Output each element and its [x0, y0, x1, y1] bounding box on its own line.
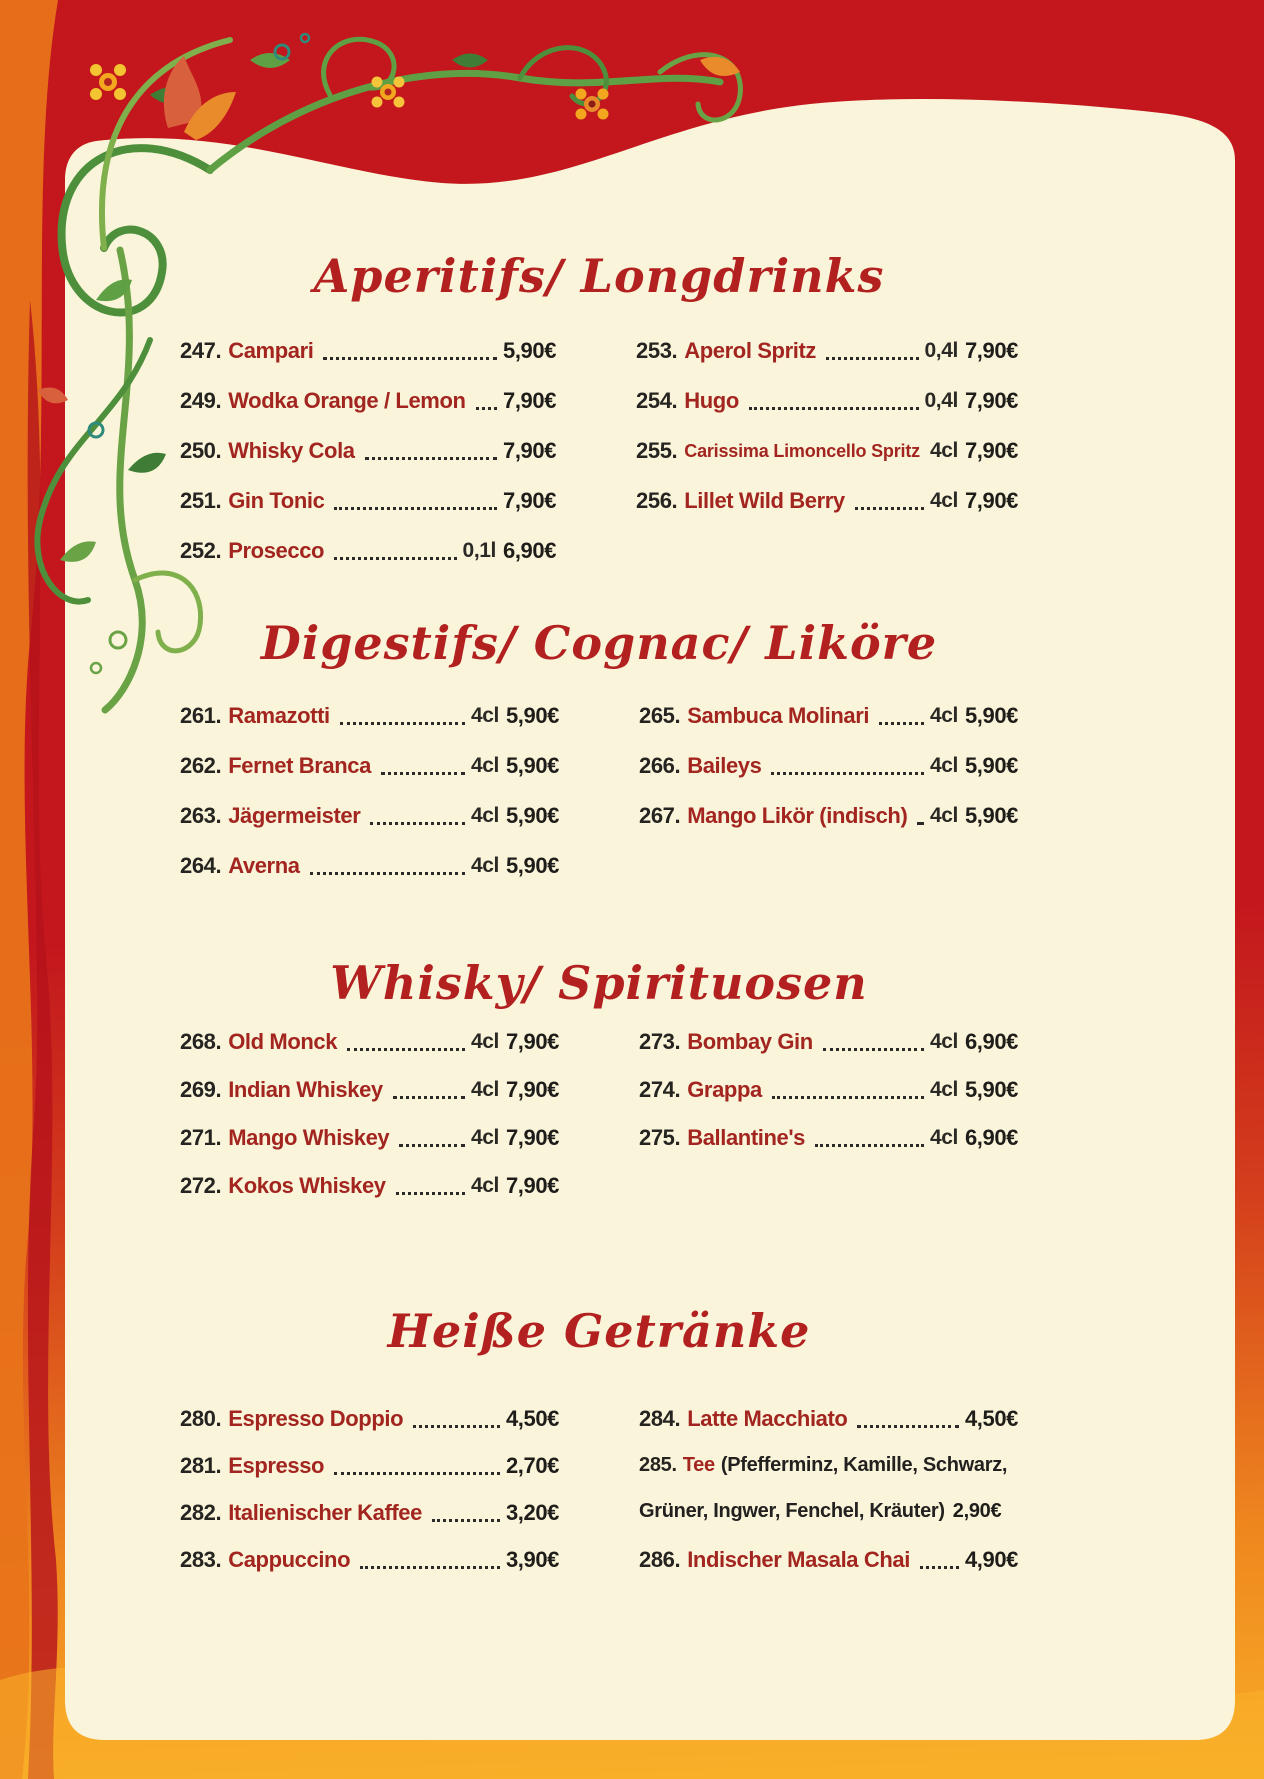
- item-unit: 4cl: [470, 854, 499, 877]
- item-number: 285.: [639, 1454, 677, 1476]
- item-unit: 4cl: [929, 804, 958, 827]
- menu-column: [639, 1395, 1018, 1583]
- menu-item: [639, 1395, 1018, 1442]
- item-price: 5,90€: [505, 703, 559, 728]
- item-number: 252.: [180, 538, 222, 563]
- item-name: Sambuca Molinari: [687, 703, 870, 728]
- item-number: 271.: [180, 1125, 222, 1150]
- item-number: 281.: [180, 1452, 222, 1478]
- item-name: Old Monck: [228, 1029, 338, 1054]
- dotted-leader: [815, 1144, 924, 1147]
- item-number: 273.: [639, 1029, 681, 1054]
- item-name: Baileys: [687, 753, 762, 778]
- item-number: 268.: [180, 1029, 222, 1054]
- item-price: 7,90€: [964, 488, 1018, 513]
- item-price: 7,90€: [502, 438, 557, 463]
- item-name: Mango Whiskey: [228, 1125, 390, 1150]
- menu-item: [180, 426, 556, 476]
- section-columns: [180, 1018, 1018, 1210]
- dotted-leader: [772, 1096, 924, 1099]
- item-price: 7,90€: [505, 1029, 559, 1054]
- menu-item: [180, 1162, 559, 1210]
- flower-icon: [90, 64, 126, 100]
- menu-item: [180, 741, 559, 791]
- item-number: 253.: [636, 338, 678, 363]
- item-number: 264.: [180, 853, 222, 878]
- menu-item: [180, 1114, 559, 1162]
- item-number: 266.: [639, 753, 681, 778]
- item-price: 5,90€: [964, 803, 1018, 828]
- dotted-leader: [749, 407, 919, 410]
- dotted-leader: [857, 1425, 958, 1428]
- item-number: 250.: [180, 438, 222, 463]
- section-title: Whisky/ Spirituosen: [330, 956, 868, 1010]
- menu-item: [636, 426, 1018, 476]
- menu-item: [180, 691, 559, 741]
- menu-item: [639, 1442, 1018, 1536]
- menu-item: [180, 791, 559, 841]
- item-number: 255.: [636, 438, 678, 463]
- menu-item: [639, 1114, 1018, 1162]
- item-unit: 4cl: [929, 489, 958, 512]
- menu-item: [180, 1066, 559, 1114]
- dotted-leader: [334, 507, 497, 510]
- item-price: 7,90€: [505, 1125, 559, 1150]
- item-price: 5,90€: [502, 338, 557, 363]
- dotted-leader: [432, 1519, 500, 1522]
- item-name: Campari: [228, 338, 314, 363]
- item-price: 5,90€: [964, 753, 1018, 778]
- dotted-leader: [826, 357, 919, 360]
- menu-item: [636, 376, 1018, 426]
- item-number: 269.: [180, 1077, 222, 1102]
- menu-item: [180, 1018, 559, 1066]
- item-number: 265.: [639, 703, 681, 728]
- item-name: Espresso: [228, 1452, 325, 1478]
- dotted-leader: [334, 557, 456, 560]
- item-number: 263.: [180, 803, 222, 828]
- item-number: 286.: [639, 1546, 681, 1572]
- section-columns: [180, 326, 1018, 576]
- item-price: 6,90€: [964, 1029, 1018, 1054]
- menu-section: [180, 950, 1018, 1210]
- item-name: Prosecco: [228, 538, 325, 563]
- menu-column: [180, 691, 559, 891]
- item-name: Cappuccino: [228, 1546, 351, 1572]
- item-name: Lillet Wild Berry: [684, 488, 845, 513]
- item-name: Espresso Doppio: [228, 1405, 404, 1431]
- item-name: Averna: [228, 853, 300, 878]
- menu-item: [180, 476, 556, 526]
- section-title: Aperitifs/ Longdrinks: [313, 249, 885, 303]
- item-name: Carissima Limoncello Spritz: [684, 440, 920, 461]
- item-number: 267.: [639, 803, 681, 828]
- item-price: 4,50€: [964, 1405, 1018, 1431]
- item-number: 247.: [180, 338, 222, 363]
- item-unit: 4cl: [470, 704, 499, 727]
- menu-item: [639, 1018, 1018, 1066]
- dotted-leader: [399, 1144, 465, 1147]
- dotted-leader: [393, 1096, 465, 1099]
- section-title: Heiße Getränke: [387, 1304, 811, 1358]
- item-unit: 0,4l: [924, 389, 958, 412]
- item-unit: 0,4l: [924, 339, 958, 362]
- item-number: 274.: [639, 1077, 681, 1102]
- item-number: 275.: [639, 1125, 681, 1150]
- menu-item: [639, 791, 1018, 841]
- item-price: 7,90€: [505, 1173, 559, 1198]
- item-name: Mango Likör (indisch): [687, 803, 908, 828]
- item-price: 5,90€: [505, 753, 559, 778]
- item-number: 282.: [180, 1499, 222, 1525]
- menu-column: [639, 691, 1018, 891]
- item-price: 7,90€: [964, 388, 1018, 413]
- item-unit: 4cl: [470, 1078, 499, 1101]
- item-unit: 4cl: [470, 1126, 499, 1149]
- menu-section: [180, 1298, 1018, 1583]
- item-name: Latte Macchiato: [687, 1405, 848, 1431]
- item-number: 280.: [180, 1405, 222, 1431]
- item-unit: 4cl: [470, 754, 499, 777]
- dotted-leader: [365, 457, 497, 460]
- menu-column: [180, 1018, 559, 1210]
- item-unit: 0,1l: [462, 539, 496, 562]
- dotted-leader: [855, 507, 924, 510]
- menu-column: [180, 1395, 559, 1583]
- dotted-leader: [476, 407, 497, 410]
- menu-section: [180, 610, 1018, 891]
- menu-item: [180, 376, 556, 426]
- item-name: Wodka Orange / Lemon: [228, 388, 466, 413]
- menu-item: [636, 476, 1018, 526]
- dotted-leader: [920, 1566, 959, 1569]
- item-unit: 4cl: [929, 754, 958, 777]
- menu-item: [636, 326, 1018, 376]
- item-description: (Pfefferminz, Kamille, Schwarz, Grüner, Ingwer, Fenchel, Kräuter): [639, 1454, 1008, 1522]
- item-name: Indischer Masala Chai: [687, 1546, 910, 1572]
- item-number: 249.: [180, 388, 222, 413]
- menu-item: [180, 1489, 559, 1536]
- item-price: 7,90€: [502, 488, 557, 513]
- menu-section: [180, 243, 1018, 576]
- item-unit: 4cl: [470, 804, 499, 827]
- dotted-leader: [917, 822, 924, 825]
- item-name: Italienischer Kaffee: [228, 1499, 422, 1525]
- menu-item: [639, 691, 1018, 741]
- dotted-leader: [360, 1566, 500, 1569]
- item-number: 284.: [639, 1405, 681, 1431]
- item-price: 3,20€: [505, 1499, 559, 1525]
- item-number: 262.: [180, 753, 222, 778]
- dotted-leader: [823, 1048, 924, 1051]
- item-price: 5,90€: [964, 1077, 1018, 1102]
- item-name: Aperol Spritz: [684, 338, 816, 363]
- dotted-leader: [347, 1048, 465, 1051]
- item-price: 7,90€: [964, 338, 1018, 363]
- item-name: Tee: [682, 1454, 715, 1476]
- item-name: Ballantine's: [687, 1125, 806, 1150]
- section-title: Digestifs/ Cognac/ Liköre: [260, 616, 938, 670]
- item-price: 7,90€: [964, 438, 1018, 463]
- menu-column: [636, 326, 1018, 576]
- item-name: Gin Tonic: [228, 488, 325, 513]
- item-price: 3,90€: [505, 1546, 559, 1572]
- dotted-leader: [323, 357, 497, 360]
- item-number: 261.: [180, 703, 222, 728]
- item-name: Fernet Branca: [228, 753, 371, 778]
- menu-column: [639, 1018, 1018, 1210]
- item-number: 256.: [636, 488, 678, 513]
- item-price: 5,90€: [964, 703, 1018, 728]
- item-price: 4,50€: [505, 1405, 559, 1431]
- section-columns: [180, 1395, 1018, 1583]
- item-name: Indian Whiskey: [228, 1077, 383, 1102]
- item-price: 5,90€: [505, 853, 559, 878]
- menu-column: [180, 326, 556, 576]
- menu-item: [180, 1536, 559, 1583]
- dotted-leader: [879, 722, 924, 725]
- menu-item: [180, 841, 559, 891]
- item-name: Jägermeister: [228, 803, 361, 828]
- dotted-leader: [396, 1192, 465, 1195]
- menu-item: [180, 1442, 559, 1489]
- dotted-leader: [310, 872, 465, 875]
- item-number: 254.: [636, 388, 678, 413]
- item-name: Grappa: [687, 1077, 762, 1102]
- item-unit: 4cl: [929, 1126, 958, 1149]
- dotted-leader: [771, 772, 923, 775]
- item-unit: 4cl: [929, 1078, 958, 1101]
- menu-item: [639, 1536, 1018, 1583]
- item-name: Ramazotti: [228, 703, 330, 728]
- item-number: 272.: [180, 1173, 222, 1198]
- item-unit: 4cl: [470, 1030, 499, 1053]
- item-price: 7,90€: [502, 388, 557, 413]
- dotted-leader: [370, 822, 465, 825]
- item-price: 7,90€: [505, 1077, 559, 1102]
- item-number: 283.: [180, 1546, 222, 1572]
- item-price: 2,90€: [952, 1500, 1002, 1522]
- menu-item: [639, 1066, 1018, 1114]
- item-price: 6,90€: [964, 1125, 1018, 1150]
- item-name: Whisky Cola: [228, 438, 355, 463]
- menu-content: [180, 0, 1018, 1779]
- dotted-leader: [381, 772, 465, 775]
- menu-item: [180, 1395, 559, 1442]
- item-name: Hugo: [684, 388, 739, 413]
- item-unit: 4cl: [929, 1030, 958, 1053]
- menu-item: [639, 741, 1018, 791]
- item-price: 4,90€: [964, 1546, 1018, 1572]
- item-number: 251.: [180, 488, 222, 513]
- item-price: 2,70€: [505, 1452, 559, 1478]
- dotted-leader: [340, 722, 465, 725]
- dotted-leader: [413, 1425, 500, 1428]
- menu-item: [180, 326, 556, 376]
- item-unit: 4cl: [929, 704, 958, 727]
- item-name: Kokos Whiskey: [228, 1173, 386, 1198]
- item-unit: 4cl: [929, 439, 958, 462]
- section-columns: [180, 691, 1018, 891]
- item-price: 6,90€: [502, 538, 557, 563]
- dotted-leader: [334, 1472, 500, 1475]
- item-name: Bombay Gin: [687, 1029, 813, 1054]
- item-price: 5,90€: [505, 803, 559, 828]
- item-unit: 4cl: [470, 1174, 499, 1197]
- menu-item: [180, 526, 556, 576]
